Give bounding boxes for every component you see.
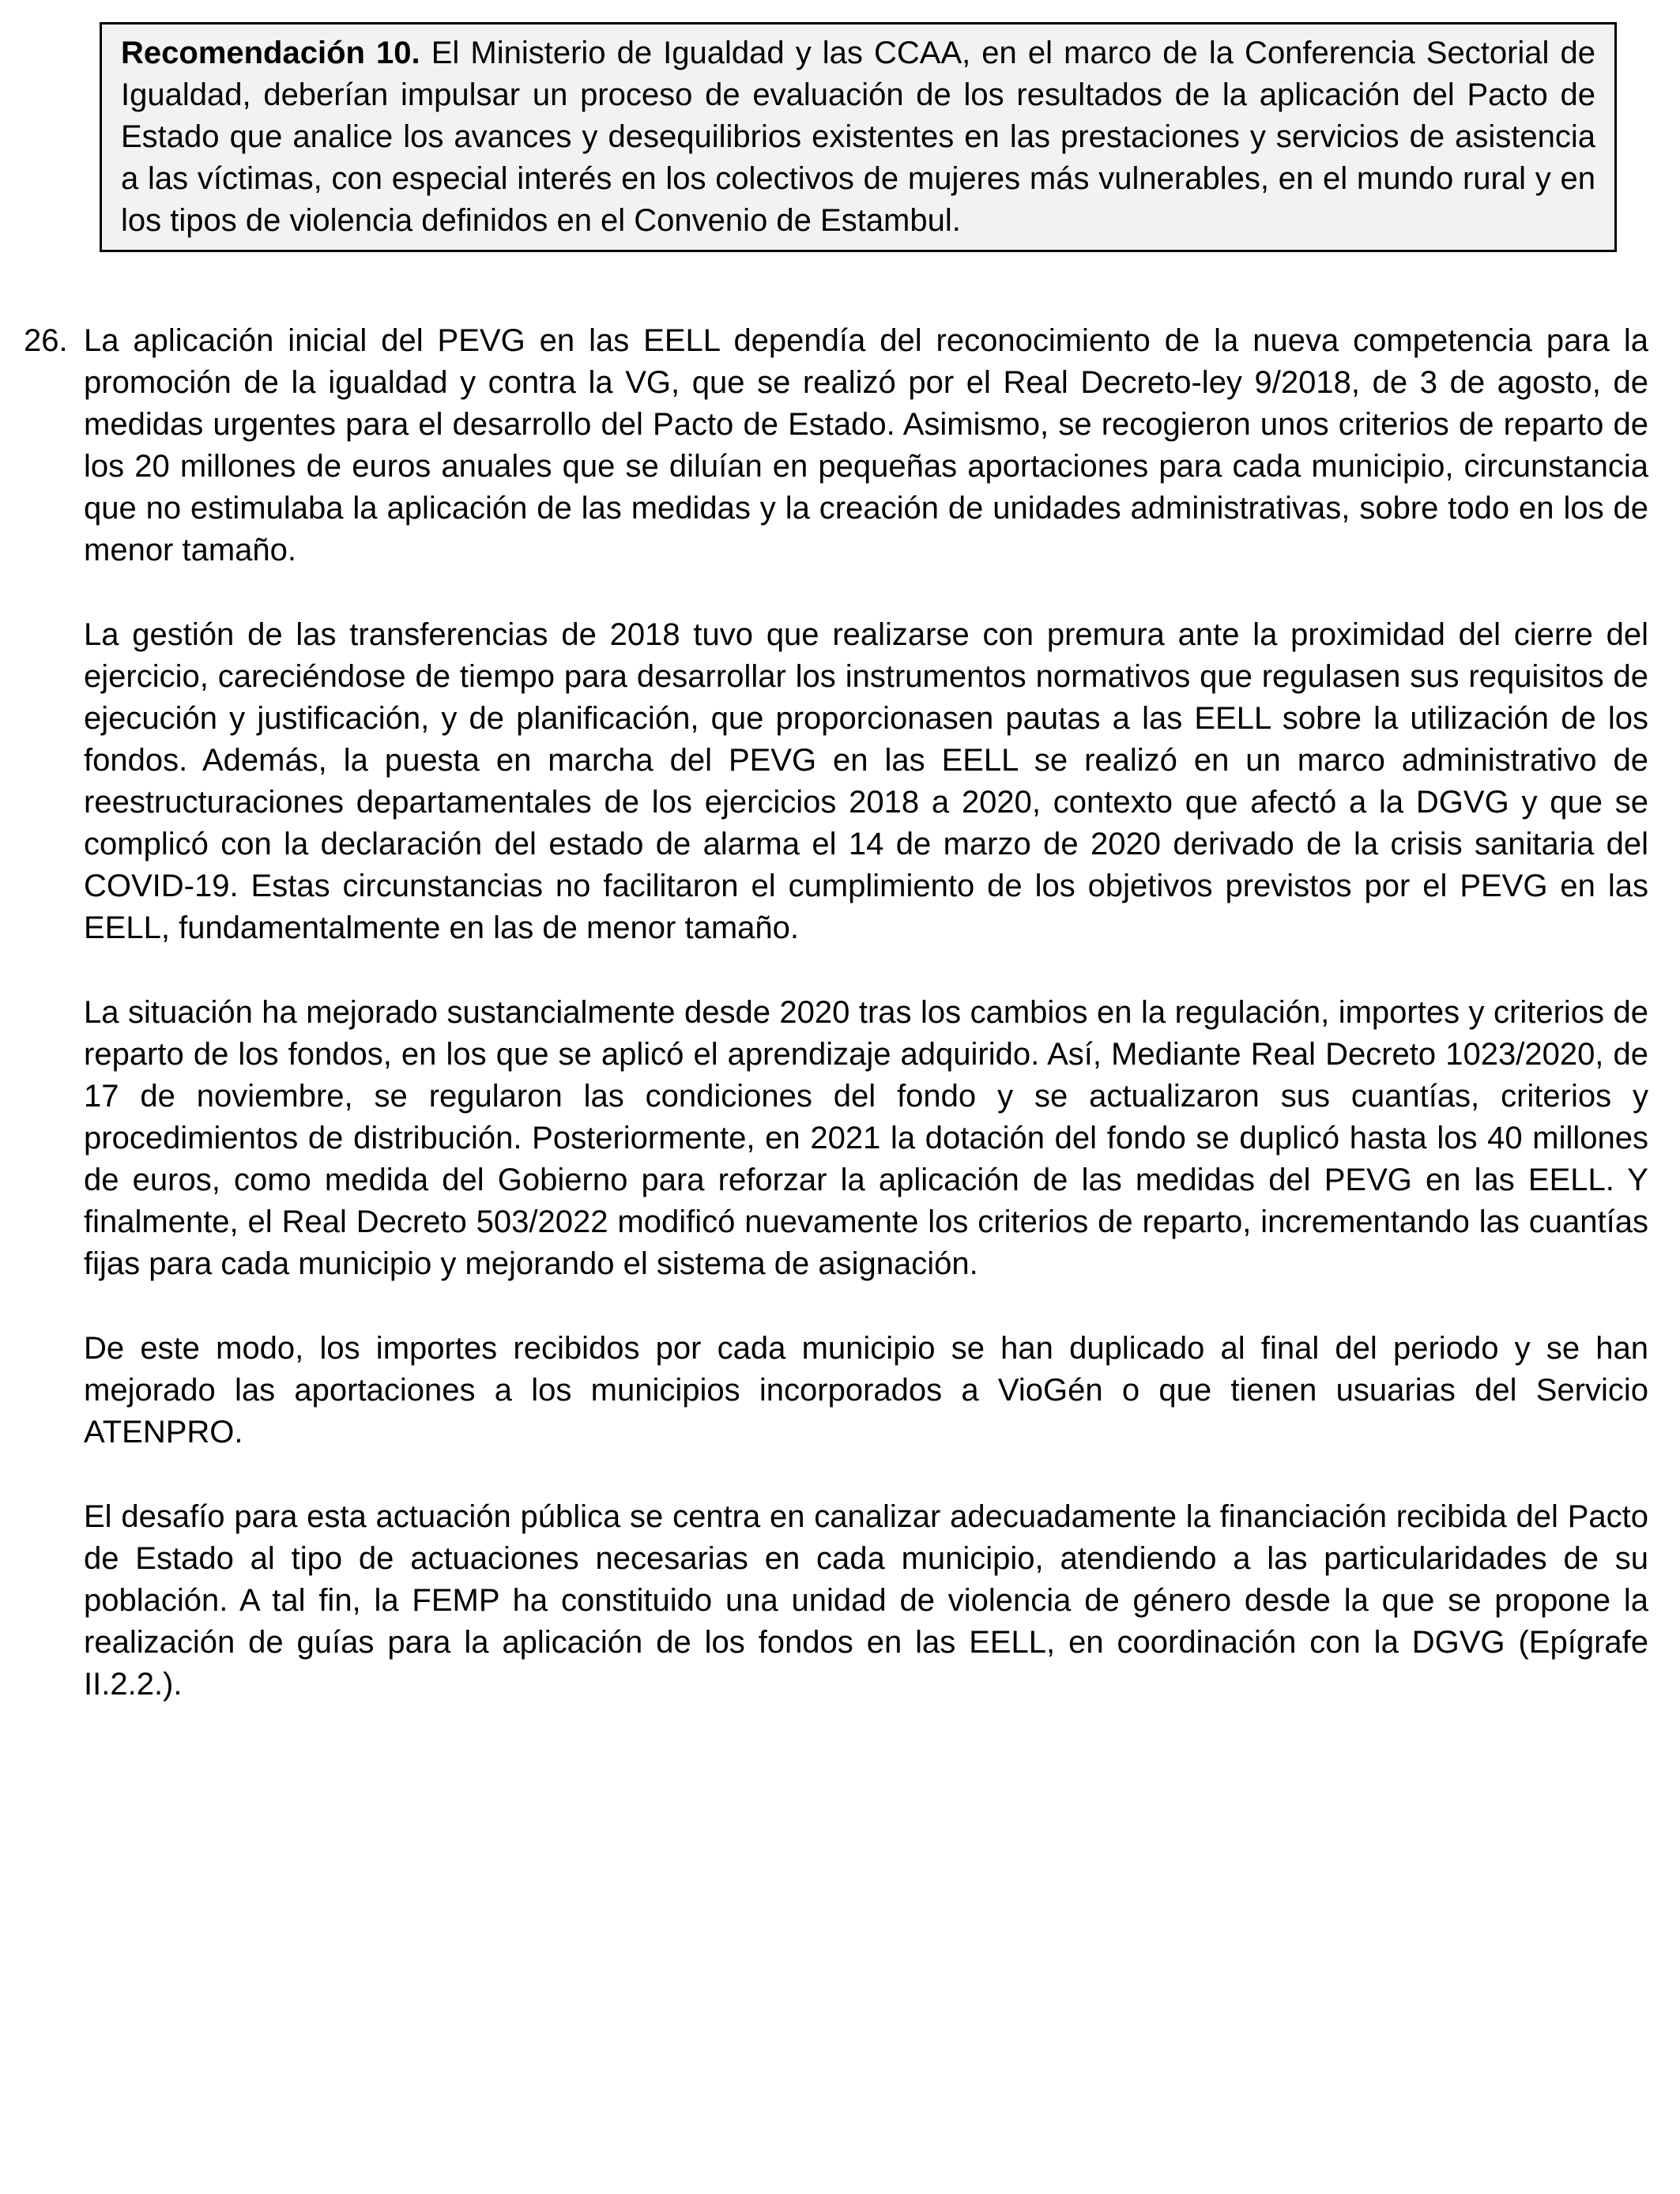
paragraph: La gestión de las transferencias de 2018 tuvo que realizarse con premura ante la proximidad del cierre del ejercicio, careciéndose de tiempo para desarrollar los instrumentos normativos que regulasen sus requisitos de ejecución y justificación, y de planificación, que proporcionasen pautas a las EELL sobre la utilización de los fondos. Además, la puesta en marcha del PEVG en las EELL se realizó en un marco administrativo de reestructuraciones departamentales de los ejercicios 2018 a 2020, contexto que afectó a la DGVG y que se complicó con la declaración del estado de alarma el 14 de marzo de 2020 derivado de la crisis sanitaria del COVID-19. Estas circunstancias no facilitaron el cumplimiento de los objetivos previstos por el PEVG en las EELL, fundamentalmente en las de menor tamaño. xyxy=(84,617,1648,945)
recommendation-title: Recomendación 10. xyxy=(121,36,420,70)
paragraph: La aplicación inicial del PEVG en las EELL dependía del reconocimiento de la nueva competencia para la promoción de la igualdad y contra la VG, que se realizó por el Real Decreto-ley 9/2018, de 3 de agosto, de medidas urgentes para el desarrollo del Pacto de Estado. Asimismo, se recogieron unos criterios de reparto de los 20 millones de euros anuales que se diluían en pequeñas aportaciones para cada municipio, circunstancia que no estimulaba la aplicación de las medidas y la creación de unidades administrativas, sobre todo en los de menor tamaño. xyxy=(84,323,1648,567)
recommendation-box xyxy=(100,22,1617,252)
item-body xyxy=(84,320,1648,1748)
paragraph: El desafío para esta actuación pública se centra en canalizar adecuadamente la financiación recibida del Pacto de Estado al tipo de actuaciones necesarias en cada municipio, atendiendo a las particularidades de su población. A tal fin, la FEMP ha constituido una unidad de violencia de género desde la que se propone la realización de guías para la aplicación de los fondos en las EELL, en coordinación con la DGVG (Epígrafe II.2.2.). xyxy=(84,1499,1648,1702)
paragraph: De este modo, los importes recibidos por cada municipio se han duplicado al final del periodo y se han mejorado las aportaciones a los municipios incorporados a VioGén o que tienen usuarias del Servicio ATENPRO. xyxy=(84,1331,1648,1449)
item-number: 26. xyxy=(24,323,68,358)
paragraph: La situación ha mejorado sustancialmente desde 2020 tras los cambios en la regulación, importes y criterios de reparto de los fondos, en los que se aplicó el aprendizaje adquirido. Así, Mediante Real Decreto 1023/2020, de 17 de noviembre, se regularon las condiciones del fondo y se actualizaron sus cuantías, criterios y procedimientos de distribución. Posteriormente, en 2021 la dotación del fondo se duplicó hasta los 40 millones de euros, como medida del Gobierno para reforzar la aplicación de las medidas del PEVG en las EELL. Y finalmente, el Real Decreto 503/2022 modificó nuevamente los criterios de reparto, incrementando las cuantías fijas para cada municipio y mejorando el sistema de asignación. xyxy=(84,995,1648,1281)
recommendation-text: El Ministerio de Igualdad y las CCAA, en el marco de la Conferencia Sectorial de Igualdad, deberían impulsar un proceso de evaluación de los resultados de la aplicación del Pacto de Estado que analice los avances y desequilibrios existentes en las prestaciones y servicios de asistencia a las víctimas, con especial interés en los colectivos de mujeres más vulnerables, en el mundo rural y en los tipos de violencia definidos en el Convenio de Estambul. xyxy=(121,36,1595,238)
